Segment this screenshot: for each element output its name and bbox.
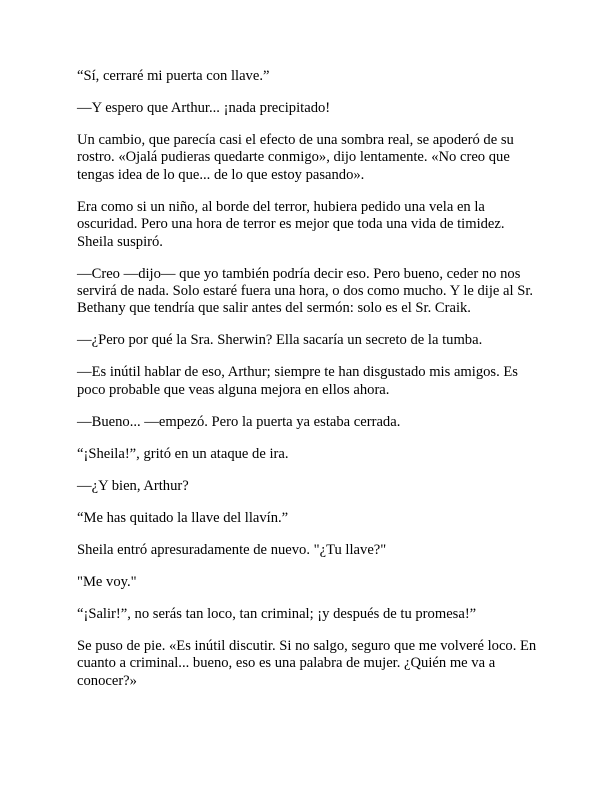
paragraph-10: —¿Y bien, Arthur?	[77, 477, 189, 494]
paragraph-1: “Sí, cerraré mi puerta con llave.”	[77, 68, 270, 84]
paragraph-6: —¿Pero por qué la Sra. Sherwin? Ella sacaría un secreto de la tumba.	[77, 332, 483, 349]
paragraph-2: —Y espero que Arthur... ¡nada precipitado!	[77, 100, 331, 116]
paragraph-13: "Me voy."	[77, 573, 137, 590]
paragraph-5: —Creo —dijo— que yo también podría decir eso. Pero bueno, ceder no nos servirá de nada. Solo estaré fuera una hora, o dos como mucho. Y le dije al Sr. Bethany que tendría que salir antes del sermón: solo es el Sr. Craik.	[77, 265, 534, 317]
paragraph-8: —Bueno... —empezó. Pero la puerta ya estaba cerrada.	[77, 413, 401, 430]
paragraph-3: Un cambio, que parecía casi el efecto de una sombra real, se apoderó de su rostro. «Ojalá pudieras quedarte conmigo», dijo lentamente. «No creo que tengas idea de lo que... de lo que estoy pasando».	[77, 132, 514, 183]
paragraph-12: Sheila entró apresuradamente de nuevo. "¿Tu llave?"	[77, 541, 387, 558]
paragraph-9: “¡Sheila!”, gritó en un ataque de ira.	[77, 445, 289, 462]
paragraph-4: Era como si un niño, al borde del terror, hubiera pedido una vela en la oscuridad. Pero una hora de terror es mejor que toda una vida de timidez. Sheila suspiró.	[77, 198, 505, 250]
paragraph-14: “¡Salir!”, no serás tan loco, tan criminal; ¡y después de tu promesa!”	[77, 605, 477, 622]
paragraph-7: —Es inútil hablar de eso, Arthur; siempre te han disgustado mis amigos. Es poco probable que veas alguna mejora en ellos ahora.	[77, 364, 518, 398]
paragraph-11: “Me has quitado la llave del llavín.”	[77, 509, 289, 526]
document-body	[77, 68, 537, 705]
paragraph-15: Se puso de pie. «Es inútil discutir. Si no salgo, seguro que me volveré loco. En cuanto a criminal... bueno, eso es una palabra de mujer. ¿Quién me va a conocer?»	[77, 637, 537, 689]
